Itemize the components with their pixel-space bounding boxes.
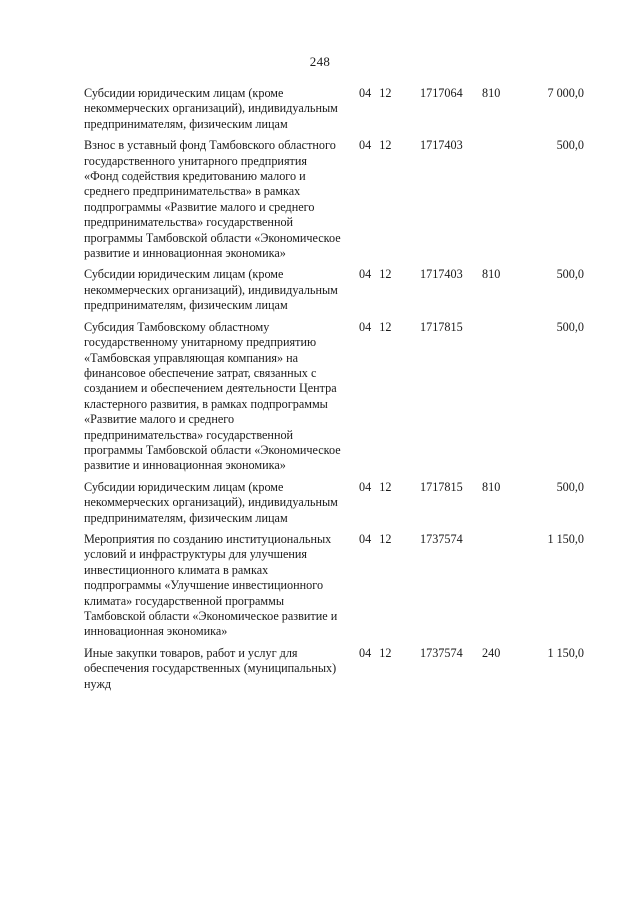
row-amount: 500,0 <box>556 267 584 282</box>
row-section-code: 04 12 <box>359 86 392 100</box>
row-description: Мероприятия по созданию институциональных условий и инфраструктуры для улучшения инвестиционного климата в рамках подпрограммы «Улучшение инвестиционного климата» государственной программы Тамбовской области «Экономическое развитие и инновационная экономика» <box>84 531 338 639</box>
row-description: Субсидии юридическим лицам (кроме некоммерческих организаций), индивидуальным предпринимателям, физическим лицам <box>84 479 338 525</box>
row-expense-kind: 810 <box>482 479 501 494</box>
page-number: 248 <box>309 54 331 69</box>
table-row <box>84 480 584 526</box>
row-amount: 1 150,0 <box>547 531 584 546</box>
row-expense-kind: 240 <box>482 645 501 660</box>
row-description: Иные закупки товаров, работ и услуг для обеспечения государственных (муниципальных) нужд <box>84 645 337 691</box>
row-amount: 500,0 <box>556 138 584 153</box>
table-row <box>84 532 584 640</box>
row-target-code: 1717403 <box>420 267 463 282</box>
row-description: Субсидии юридическим лицам (кроме некоммерческих организаций), индивидуальным предпринимателям, физическим лицам <box>84 86 338 131</box>
row-expense-kind: 810 <box>482 267 501 282</box>
row-section-code: 04 12 <box>359 479 392 494</box>
row-target-code: 1717064 <box>420 86 463 100</box>
row-amount: 500,0 <box>556 479 584 494</box>
row-target-code: 1717403 <box>420 138 463 153</box>
row-target-code: 1717815 <box>420 479 463 494</box>
row-target-code: 1737574 <box>420 531 463 546</box>
row-section-code: 04 12 <box>359 138 392 153</box>
row-description: Субсидии юридическим лицам (кроме некоммерческих организаций), индивидуальным предпринимателям, физическим лицам <box>84 267 338 313</box>
budget-table <box>84 86 584 698</box>
table-row <box>84 320 584 474</box>
row-description: Взнос в уставный фонд Тамбовского областного государственного унитарного предприятия «Фонд содействия кредитованию малого и среднего предпринимательства» в рамках подпрограммы «Развитие малого и среднего предпринимательства» государственной программы Тамбовской области «Экономическое развитие и инновационная экономика» <box>84 138 341 261</box>
row-section-code: 04 12 <box>359 645 392 660</box>
row-description: Субсидия Тамбовскому областному государственному унитарному предприятию «Тамбовская управляющая компания» на финансовое обеспечение затрат, связанных с созданием и обеспечением деятельности Центра кластерного развития, в рамках подпрограммы «Развитие малого и среднего предпринимательства» государственной программы Тамбовской области «Экономическое развитие и инновационная экономика» <box>84 319 341 473</box>
row-amount: 7 000,0 <box>547 86 584 100</box>
row-target-code: 1717815 <box>420 319 463 334</box>
row-target-code: 1737574 <box>420 645 463 660</box>
table-row <box>84 646 584 692</box>
row-section-code: 04 12 <box>359 267 392 282</box>
table-row <box>84 267 584 313</box>
row-expense-kind: 810 <box>482 86 501 100</box>
row-amount: 500,0 <box>556 319 584 334</box>
row-section-code: 04 12 <box>359 531 392 546</box>
table-row <box>84 138 584 261</box>
table-row <box>84 86 584 132</box>
row-amount: 1 150,0 <box>547 645 584 660</box>
row-section-code: 04 12 <box>359 319 392 334</box>
